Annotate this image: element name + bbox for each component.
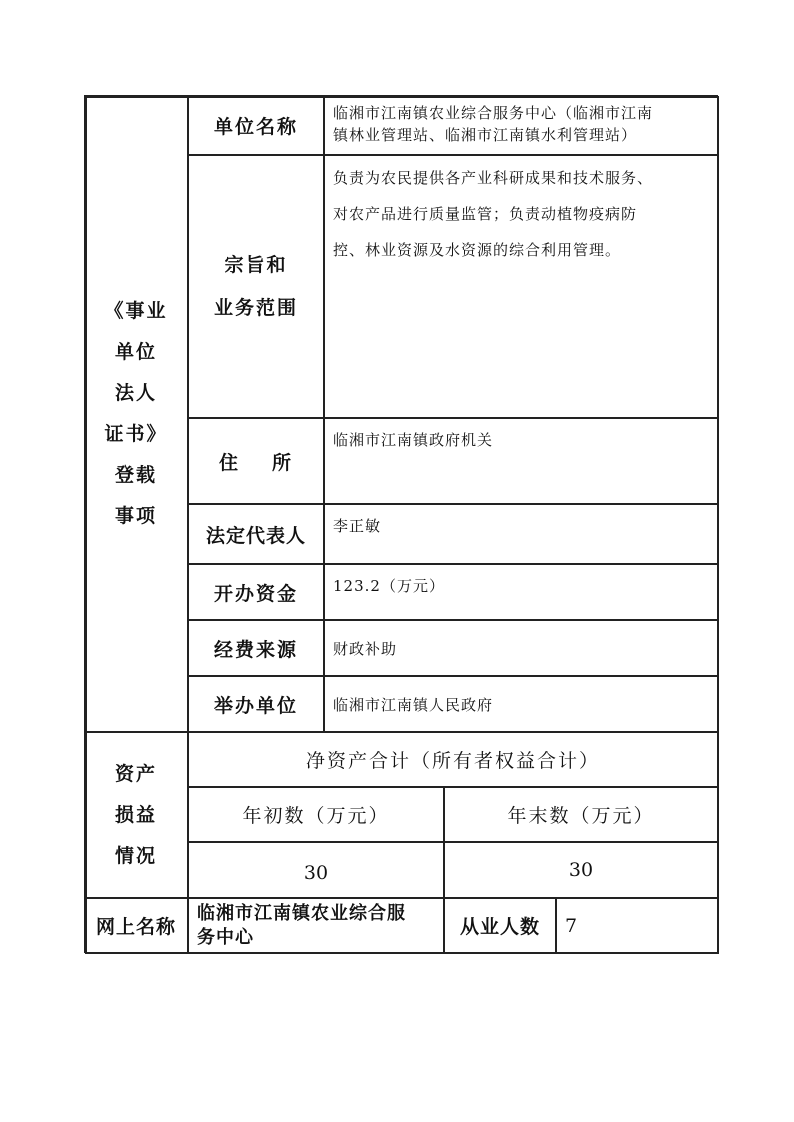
purpose-line: 负责为农民提供各产业科研成果和技术服务、 (333, 169, 654, 187)
capital-label-text: 开办资金 (213, 582, 298, 605)
end-header-text: 年末数（万元） (507, 805, 655, 827)
net-assets-header-text: 净资产合计（所有者权益合计） (305, 750, 600, 772)
section-label-certificate (84, 95, 188, 732)
end-value (444, 842, 718, 898)
legal-rep-label (188, 504, 324, 564)
funding-text: 财政补助 (333, 639, 398, 658)
sponsor-text: 临湘市江南镇人民政府 (333, 695, 494, 714)
begin-header-text: 年初数（万元） (242, 805, 390, 827)
staff-value-text: 7 (565, 914, 578, 937)
unit-name-value (324, 95, 718, 155)
capital-label (188, 564, 324, 620)
section-label-line: 情况 (114, 844, 157, 867)
purpose-line: 控、林业资源及水资源的综合利用管理。 (333, 241, 622, 259)
funding-value (324, 620, 718, 676)
online-name-label-text: 网上名称 (95, 916, 176, 938)
capital-text: 123.2（万元） (333, 577, 445, 595)
section-label-line: 单位 (114, 340, 157, 363)
unit-name-line: 临湘市江南镇农业综合服务中心（临湘市江南 (333, 104, 654, 122)
legal-rep-value (324, 504, 718, 564)
end-header (444, 787, 718, 842)
sponsor-value (324, 676, 718, 732)
begin-value (188, 842, 444, 898)
legal-rep-label-text: 法定代表人 (205, 524, 306, 547)
sponsor-label (188, 676, 324, 732)
staff-value (556, 898, 718, 953)
legal-rep-text: 李正敏 (333, 517, 382, 535)
section-label-assets (84, 732, 188, 898)
address-value (324, 418, 718, 504)
address-label-char: 所 (271, 451, 293, 474)
online-name-line: 临湘市江南镇农业综合服 (197, 903, 406, 924)
section-label-line: 证书》 (104, 422, 168, 445)
unit-name-line: 镇林业管理站、临湘市江南镇水利管理站） (333, 126, 638, 144)
purpose-label-line: 业务范围 (213, 296, 298, 319)
section-label-line: 损益 (114, 803, 157, 826)
purpose-value (324, 155, 718, 418)
purpose-line: 对农产品进行质量监管；负责动植物疫病防 (333, 205, 638, 223)
begin-value-text: 30 (303, 862, 329, 884)
staff-label (444, 898, 556, 953)
online-name-label (84, 898, 188, 953)
online-name-line: 务中心 (197, 927, 254, 948)
net-assets-header (188, 732, 718, 787)
funding-label-text: 经费来源 (213, 638, 298, 661)
online-name-value (188, 898, 444, 953)
unit-name-label-text: 单位名称 (213, 115, 298, 138)
purpose-label-line: 宗旨和 (224, 253, 288, 276)
address-label-char: 住 (219, 451, 241, 474)
funding-label (188, 620, 324, 676)
section-label-line: 资产 (114, 762, 157, 785)
capital-value (324, 564, 718, 620)
begin-header (188, 787, 444, 842)
end-value-text: 30 (568, 859, 594, 881)
section-label-line: 事项 (114, 504, 157, 527)
purpose-label (188, 155, 324, 418)
address-label (188, 418, 324, 504)
section-label-line: 登载 (114, 463, 157, 486)
unit-name-label (188, 95, 324, 155)
section-label-line: 《事业 (104, 299, 168, 322)
staff-label-text: 从业人数 (459, 916, 540, 938)
address-text: 临湘市江南镇政府机关 (333, 431, 494, 449)
sponsor-label-text: 举办单位 (213, 694, 298, 717)
section-label-line: 法人 (114, 381, 157, 404)
